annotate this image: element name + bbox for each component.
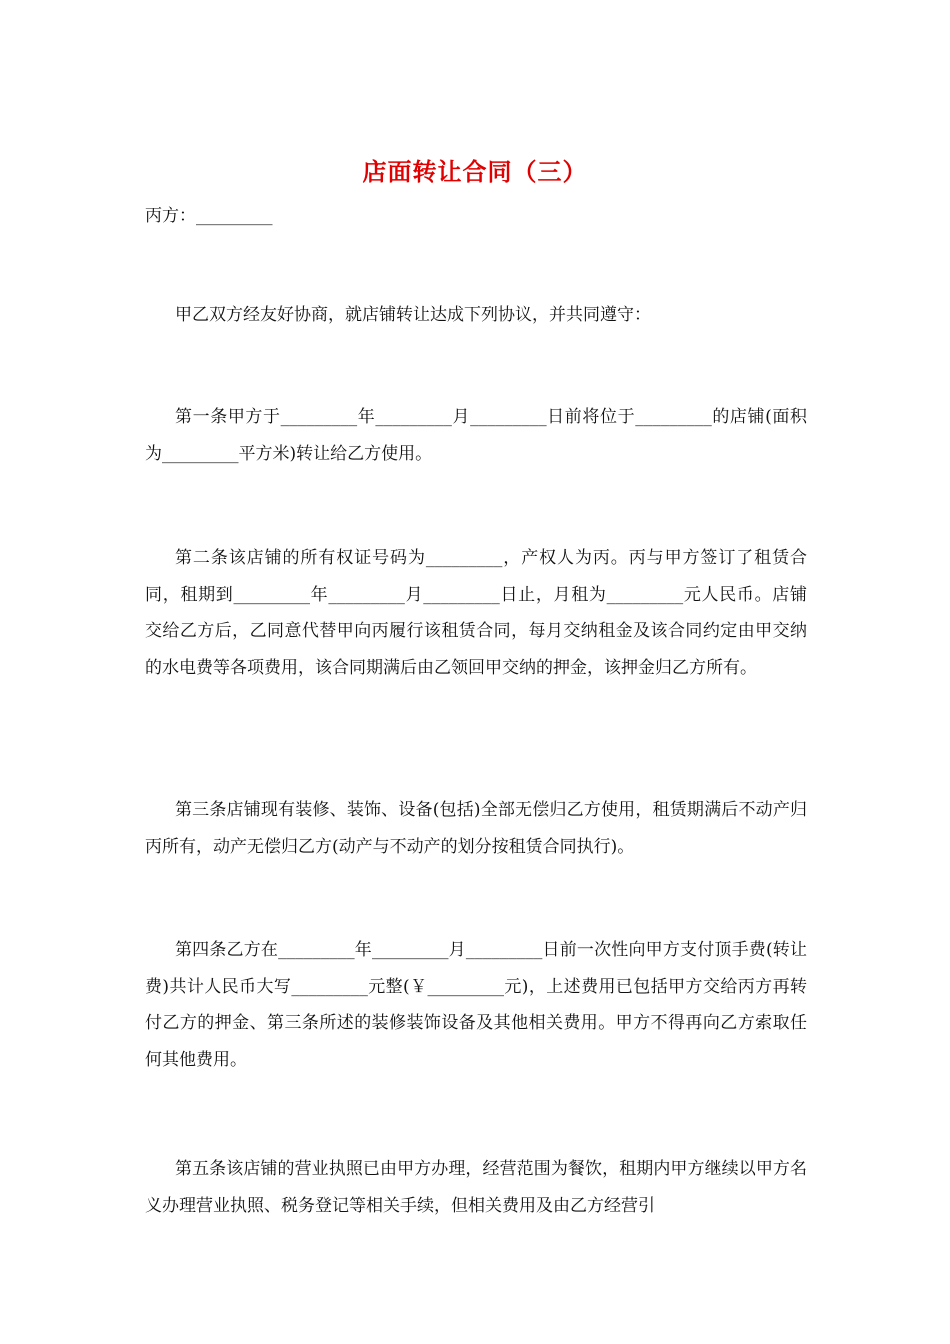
paragraph-article-4: 第四条乙方在_________年_________月_________日前一次性向甲方支付顶手费(转让费)共计人民币大写_________元整(￥_________元)，上述费用已包括甲方交给丙方再转付乙方的押金、第三条所述的装修装饰设备及其他相关费用。甲方不得再向乙方索取任何其他费用。: [145, 940, 807, 1070]
document-title: 店面转让合同（三）: [362, 157, 588, 186]
paragraph-article-2: 第二条该店铺的所有权证号码为_________，产权人为丙。丙与甲方签订了租赁合同，租期到_________年_________月_________日止，月租为_________元人民币。店铺交给乙方后，乙同意代替甲向丙履行该租赁合同，每月交纳租金及该合同约定由甲交纳的水电费等各项费用，该合同期满后由乙领回甲交纳的押金，该押金归乙方所有。: [145, 548, 807, 678]
party-c-line: 丙方：_________: [145, 206, 273, 226]
paragraph-intro: 甲乙双方经友好协商，就店铺转让达成下列协议，并共同遵守：: [175, 305, 651, 325]
paragraph-article-3: 第三条店铺现有装修、装饰、设备(包括)全部无偿归乙方使用，租赁期满后不动产归丙所有，动产无偿归乙方(动产与不动产的划分按租赁合同执行)。: [145, 800, 807, 857]
paragraph-article-1: 第一条甲方于_________年_________月_________日前将位于_________的店铺(面积为_________平方米)转让给乙方使用。: [145, 407, 807, 464]
paragraph-article-5: 第五条该店铺的营业执照已由甲方办理，经营范围为餐饮，租期内甲方继续以甲方名义办理营业执照、税务登记等相关手续，但相关费用及由乙方经营引: [145, 1159, 807, 1216]
